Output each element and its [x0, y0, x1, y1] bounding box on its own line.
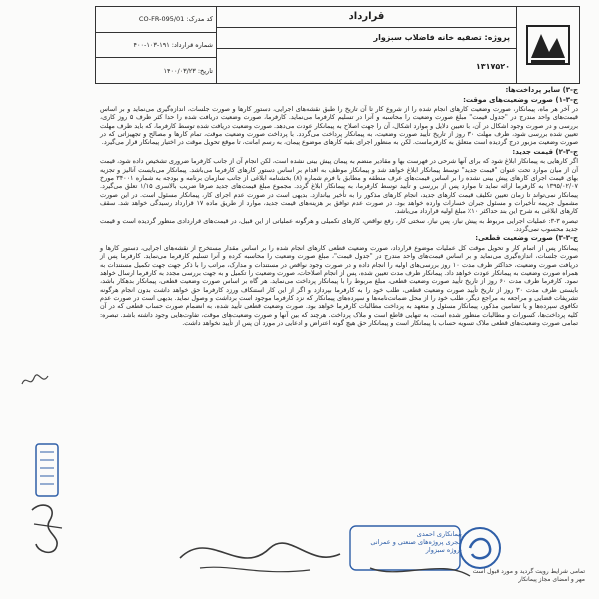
margin-handwriting-icon: [20, 370, 50, 390]
paragraph-interim-statements: در آخر هر ماه، پیمانکار، صورت وضعیت کارهای انجام شده را از شروع کار تا آن تاریخ را طبق نقشه‌های اجرایی، دستور کارها و صورت جلسات، اندازه‌گیری می‌نماید و بر اساس قیمت‌های واحد مندرج در "جدول قیمت" مبلغ صورت وضعیت را محاسبه و آنرا در تسلیم کارفرما می‌نماید. کارفرما، صورت وضعیت دریافت شده را حدا کثر ظرف ۵ روز کاری، بررسی و در صورت وجود اشکال در آن، با تعیین دلایل و موارد اشکال، آن را جهت اصلاح به پیمانکار عودت می‌دهد. صورت وضعیت دریافت شده توسط کارفرما، که باید ظرف مهلت تعیین شده بررسی شود، ظرف مهلت ۳۰ روز از تاریخ تأیید صورت وضعیت، به پیمانکار پرداخت می‌گردد. با پرداخت صورت وضعیت موقت، تمام کارها و مصالح و تجهیزاتی که در صورت وضعیت مزبور درج گردیده است متعلق به کارفرماست. لکن به منظور اجرای بقیه کارهای موضوع پیمان، به رسم امانت، تا موقع تحویل موقت در اختیار پیمانکار قرار می‌گیرد.: [100, 105, 578, 147]
header-main: [217, 7, 517, 83]
company-logo: [517, 7, 579, 83]
side-stamp-icon: [28, 440, 68, 560]
paragraph-note-3-3: تبصره ۳-۳: عملیات اجرایی مربوط به پیش نیاز، پس نیاز، سختی کار، رفع نواقص، کارهای تکمیلی و هرگونه عملیاتی از این قبیل، در قیمت‌های قراردادی منظور گردیده است و قیمت جدید محسوب نمی‌گردد.: [100, 216, 578, 233]
paragraph-final-statement: پیمانکار پس از اتمام کار و تحویل موقت کل عملیات موضوع قرارداد، صورت وضعیت قطعی کارهای انجام شده را بر اساس مقدار مستخرج از نقشه‌های اجرایی، دستور کارها و صورت جلسات، اندازه‌گیری می‌نماید و بر اساس قیمت‌های واحد مندرج در "جدول قیمت"، مبلغ صورت وضعیت را محاسبه کرده و آنرا تسلیم کارفرما می‌نماید. کارفرما پس از دریافت صورت وضعیت، حداکثر ظرف مدت ۱۰ روز بررسی‌های اولیه را انجام داده و در صورت وجود نواقص در مستندات و مدارک، مراتب را با ذکر جهت جهت تکمیل مستندات به همراه صورت وضعیت به پیمانکار عودت خواهد داد. پیمانکار ظرف مدت تعیین شده، پس از انجام اصلاحات، صورت وضعیت را تکمیل و به جهت بررسی مجدد به کارفرما ارسال خواهد نمود. کارفرما ظرف مدت ۶۰ روز از تاریخ تأیید صورت وضعیت قطعی، مبلغ مربوط را با پیمانکار پرداخت می‌نماید. هر گاه بر اساس صورت وضعیت قطعی، پیمانکار بدهکار باشد، بایستی ظرف مدت ۳۰ روز از تاریخ تأیید صورت وضعیت قطعی، طلب خود را به کارفرما بپردازد و اگر از این کار استنکاف ورزد کارفرما حق خواهد داشت بدون انجام هرگونه تشریفات قضایی و مراجعه به مراجع دیگر، طلب خود را از محل ضمانت‌نامه‌ها و سپرده‌های پیمانکار که نزد کارفرما موجود است برداشت و وصول نماید. بدیهی است در صورت عدم تکافوی سپرده‌ها و یا تضامین مذکور، پیمانکار مسئول و متعهد به پرداخت مطالبات کارفرما خواهد بود. صورت وضعیت قطعی تأیید شده، به انضمام صورت حساب قطعی که در آن کلیه پرداخت‌ها، کسورات و مطالبات منظور شده است، به تنهایی قاطع است و ملاک پرداخت. هرچند که بین آنها و صورت وضعیت‌های موقت، تفاوت‌هایی وجود داشته باشد. تبصره: تمامی صورت وضعیت‌های قطعی ملاک تسویه حساب با پیمانکار است و پیمانکار حق هیچ گونه اعتراض و ادعایی در مورد آن پس از تأیید نخواهد داشت.: [100, 243, 578, 327]
signature-line: مهر و امضای مجاز پیمانکار: [518, 576, 585, 583]
logo-icon: [521, 18, 575, 72]
contract-header: [95, 6, 580, 84]
section-heading-other-payments: ج-۳) سایر پرداخت‌ها:: [505, 86, 578, 94]
contract-body: [100, 86, 578, 526]
doc-code: کد مدرک: CO-FR-095/01: [96, 7, 216, 33]
document-title: قرارداد: [217, 7, 516, 28]
stamp-project: پروژه سبزوار: [425, 546, 462, 554]
stamp-company-desc: مجری پروژه‌های صنعتی و عمرانی: [370, 538, 462, 546]
paragraph-new-price: اگر کارهایی به پیمانکار ابلاغ شود که برای آنها شرحی در فهرست بها و مقادیر منضم به پیمان پیش بینی نشده است، لکن انجام آن از جانب کارفرما ضروری تشخیص داده شود، قیمت آن از میان موارد تحت عنوان "قیمت جدید" توسط پیمانکار ابلاغ خواهد شد و پیمانکار موظف به اقدام بر اساس دستور کارهای کارفرما می‌باشد. پیمانکار می‌بایست آنالیز و تجزیه بهای قیمت اجرای کارهای پیش بینی نشده را بر اساس قیمت‌های عرف منطقه و مطابق با فرم شماره (۸) بخشنامه ابلاغی از جانب سازمان برنامه و بودجه به شماره ۳۴۰۰۱ مورخ ۱۳۹۵/۰۲/۰۷ به کارفرما ارائه نماید تا موارد پس از بررسی و تأیید توسط کارفرما، به پیمانکار ابلاغ گردد. مجموع مبلغ قیمت‌های جدید صرفا ضریب بالاسری ۱/۱۵ تعلق می‌گیرد. پیمانکار نمی‌تواند تا زمان تعیین تکلیف قیمت کارهای جدید، انجام کارهای مذکور را به تأخیر بیاندازد. بدیهی است در صورت عدم اجرای کار، پیمانکار مسئول است. در این صورت مشمول جریمه تأخیرات و مسئول جبران خسارات وارده خواهد بود. در صورت عدم توافق بر هزینه‌های قیمت جدید، موارد از طریق ماده ۱۷ قرارداد رسیدگی خواهد شد. سقف کارهای ابلاغی به شرح این بند حداکثر ۱۰٪ مبلغ اولیه قرارداد می‌باشد.: [100, 157, 578, 216]
stamp-text: [352, 530, 462, 554]
acceptance-note: [390, 568, 585, 584]
section-heading-new-price: ج-۳-۲) قیمت جدید:: [512, 147, 578, 156]
project-name: پروژه: تصفیه خانه فاضلاب سبزوار: [217, 28, 516, 49]
document-number: ۱۳۱۷۵۲۰: [475, 61, 510, 71]
contract-number: شماره قرارداد: ۱۹۱-۱۰۳-۴۰۰: [96, 33, 216, 59]
acceptance-line: تمامی شرایط رویت گردید و مورد قبول است: [472, 568, 585, 575]
section-heading-final-statement: ج-۳-۳) صورت وضعیت قطعی:: [475, 234, 578, 243]
header-meta: [96, 7, 217, 83]
contract-date: تاریخ: ۱۴۰۰/۰۳/۲۳: [163, 66, 213, 75]
section-heading-interim-statements: ج-۳-۱) صورت وضعیت‌های موقت:: [463, 95, 578, 104]
stamp-company-name: پیمانکاری احمدی: [416, 530, 462, 538]
